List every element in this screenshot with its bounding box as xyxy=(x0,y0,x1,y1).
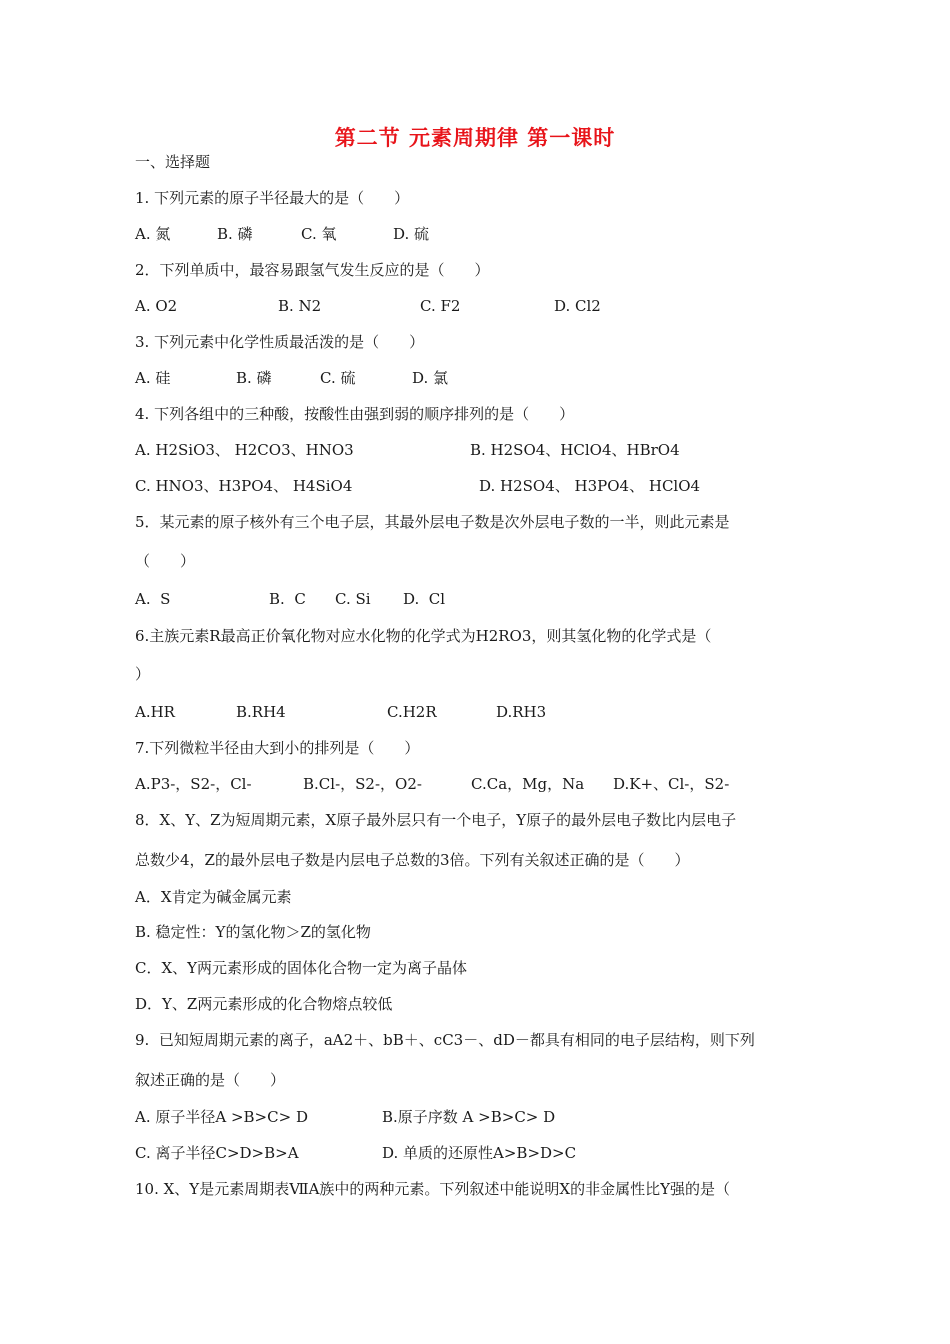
option-d: D. H2SO4、 H3PO4、 HClO4 xyxy=(479,477,701,495)
option-b: B.Cl-，S2-，O2- xyxy=(303,775,422,793)
question-10-stem: 10. X、Y是元素周期表ⅦA族中的两种元素。下列叙述中能说明X的非金属性比Y强的是（ xyxy=(135,1180,730,1198)
question-4-options-row1 xyxy=(135,440,835,460)
question-4-options-row2 xyxy=(135,476,835,496)
question-9-stem-cont: 叙述正确的是（ ） xyxy=(135,1071,286,1089)
option-a: A. H2SiO3、 H2CO3、HNO3 xyxy=(135,441,354,459)
option-c: C. Si xyxy=(335,590,371,608)
question-6-stem: 6.主族元素R最高正价氧化物对应水化物的化学式为H2RO3，则其氢化物的化学式是（ xyxy=(135,627,712,645)
option-b: B. 磷 xyxy=(217,225,253,243)
question-9-stem: 9. 已知短周期元素的离子，aA2＋、bB＋、cC3－、dD－都具有相同的电子层结构，则下列 xyxy=(135,1031,755,1049)
question-8-option-c: C．X、Y两元素形成的固体化合物一定为离子晶体 xyxy=(135,959,468,977)
option-a: A. 氮 xyxy=(135,225,171,243)
question-8-option-a: A．X肯定为碱金属元素 xyxy=(135,888,292,906)
question-8-option-b: B. 稳定性：Y的氢化物＞Z的氢化物 xyxy=(135,923,371,941)
option-a: A.P3-，S2-，Cl- xyxy=(135,775,252,793)
question-3-stem: 3. 下列元素中化学性质最活泼的是（ ） xyxy=(135,333,425,351)
question-5-options xyxy=(135,589,835,609)
option-b: B. 磷 xyxy=(236,369,272,387)
question-1-options xyxy=(135,224,835,244)
question-6-options xyxy=(135,702,835,722)
option-c: C.Ca，Mg，Na xyxy=(471,775,585,793)
option-b: B. H2SO4、HClO4、HBrO4 xyxy=(470,441,680,459)
question-8-stem: 8．X、Y、Z为短周期元素，X原子最外层只有一个电子，Y原子的最外层电子数比内层电子 xyxy=(135,811,737,829)
page-title: 第二节 元素周期律 第一课时 xyxy=(334,125,616,150)
option-c: C. 氧 xyxy=(301,225,337,243)
question-7-stem: 7.下列微粒半径由大到小的排列是（ ） xyxy=(135,739,420,757)
option-c: C. 离子半径C>D>B>A xyxy=(135,1144,299,1162)
question-3-options xyxy=(135,368,835,388)
question-2-stem: 2．下列单质中，最容易跟氢气发生反应的是（ ） xyxy=(135,261,490,279)
option-b: B. N2 xyxy=(278,297,322,315)
option-d: D.K+、Cl-，S2- xyxy=(613,775,730,793)
option-d: D. Cl xyxy=(403,590,446,608)
option-a: A. O2 xyxy=(135,297,178,315)
option-c: C. HNO3、H3PO4、 H4SiO4 xyxy=(135,477,353,495)
question-5-stem: 5．某元素的原子核外有三个电子层，其最外层电子数是次外层电子数的一半，则此元素是 xyxy=(135,513,730,531)
option-b: B.原子序数 A >B>C> D xyxy=(382,1108,556,1126)
question-9-options-row2 xyxy=(135,1143,835,1163)
question-6-stem-cont: ） xyxy=(135,665,151,683)
question-7-options xyxy=(135,774,835,794)
question-2-options xyxy=(135,296,835,316)
question-4-stem: 4. 下列各组中的三种酸，按酸性由强到弱的顺序排列的是（ ） xyxy=(135,405,575,423)
option-d: D. 氯 xyxy=(412,369,449,387)
question-9-options-row1 xyxy=(135,1107,835,1127)
option-a: A. S xyxy=(135,590,171,608)
question-8-stem-cont: 总数少4，Z的最外层电子数是内层电子总数的3倍。下列有关叙述正确的是（ ） xyxy=(135,851,690,869)
option-a: A. 硅 xyxy=(135,369,171,387)
question-1-stem: 1. 下列元素的原子半径最大的是（ ） xyxy=(135,189,410,207)
option-d: D. 硫 xyxy=(393,225,430,243)
option-c: C. 硫 xyxy=(320,369,356,387)
option-a: A.HR xyxy=(135,703,175,721)
question-5-stem-cont: （ ） xyxy=(135,552,196,570)
option-c: C.H2R xyxy=(387,703,437,721)
section-heading: 一、选择题 xyxy=(135,153,211,171)
option-d: D.RH3 xyxy=(496,703,547,721)
question-8-option-d: D．Y、Z两元素形成的化合物熔点较低 xyxy=(135,995,393,1013)
option-d: D. Cl2 xyxy=(554,297,601,315)
option-b: B. C xyxy=(269,590,306,608)
option-a: A. 原子半径A >B>C> D xyxy=(135,1108,308,1126)
option-b: B.RH4 xyxy=(236,703,286,721)
option-d: D. 单质的还原性A>B>D>C xyxy=(382,1144,577,1162)
option-c: C. F2 xyxy=(420,297,461,315)
